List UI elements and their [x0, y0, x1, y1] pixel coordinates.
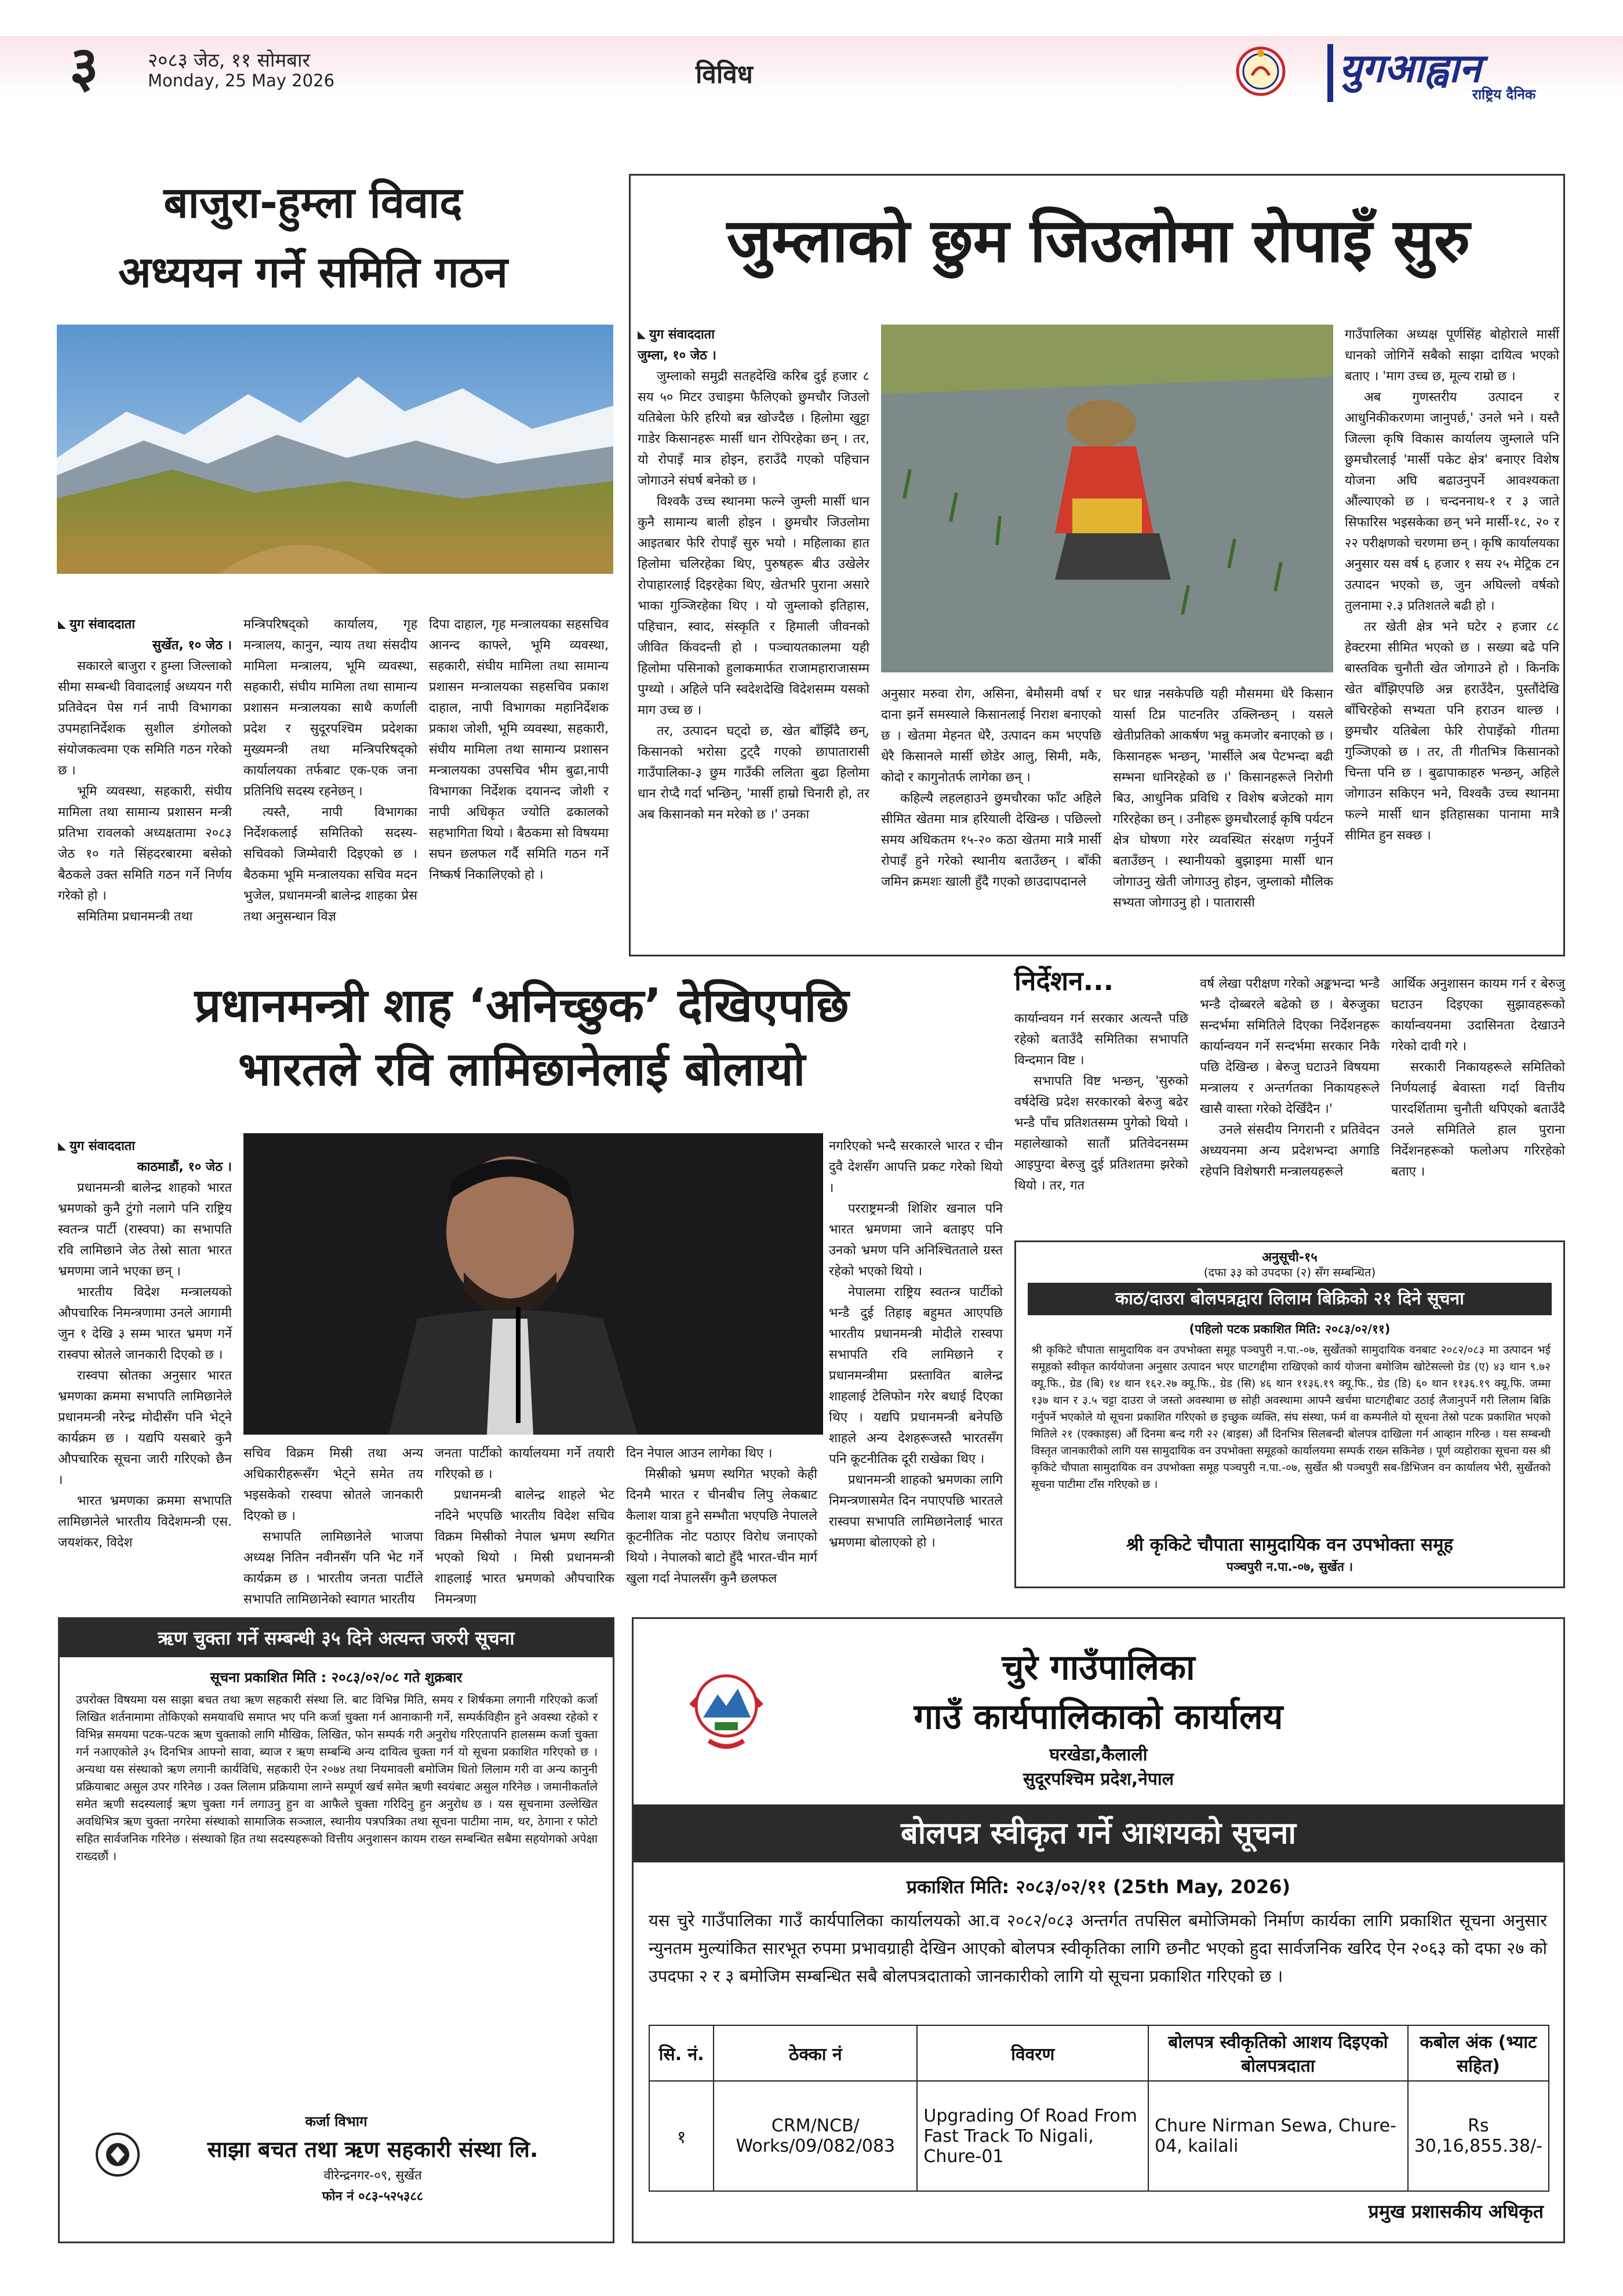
- anniversary-emblem-icon: [1235, 45, 1287, 97]
- tender-header-cell: बोलपत्र स्वीकृतिको आशय दिइएको बोलपत्रदाता: [1148, 2025, 1408, 2081]
- paragraph: त्यस्तै, नापी विभागका निर्देशकलाई समितिको सदस्य-सचिवको जिम्मेवारी दिइएको छ । बैठकमा भूमि मन्त्रालयका सचिव मदन भुजेल, प्रधानमन्त्री बालेन्द्र शाहका प्रेस तथा अनुसन्धान विज्ञ: [243, 805, 417, 924]
- notice-signatory: श्री कृकिटे चौपाता सामुदायिक वन उपभोक्ता समूह: [1126, 1534, 1453, 1555]
- tender-cell-contract-no: CRM/NCB/ Works/09/082/083: [714, 2081, 917, 2191]
- paragraph: सभापति लामिछानेले भाजपा अध्यक्ष नितिन नवीनसँग पनि भेट गर्ने कार्यक्रम छ । भारतीय जनता पार्टीले सभापति लामिछानेको स्वागत भारतीय: [243, 1530, 423, 1607]
- paragraph: रास्वपा स्रोतका अनुसार भारत भ्रमणका क्रममा सभापति लामिछानेले प्रधानमन्त्री नरेन्द्र मोदीसँग पनि भेट्ने कार्यक्रम छ । यद्यपि यसबारे कुनै औपचारिक सूचना जारी गरिएको छैन ।: [58, 1369, 232, 1487]
- story1-column-3: [429, 614, 609, 974]
- paragraph: दिन नेपाल आउन लागेका थिए ।: [626, 1446, 773, 1461]
- paragraph: आर्थिक अनुशासन कायम गर्न र बेरुजु घटाउन दिइएका सुझावहरूको कार्यान्वयनमा उदासिनता देखाउने गरेको दावी गरे ।: [1391, 977, 1565, 1054]
- story4-column-3: [1391, 974, 1565, 1229]
- table-row: [649, 2081, 1549, 2191]
- paragraph: परराष्ट्रमन्त्री शिशिर खनाल पनि भारत भ्रमणमा जाने बताइए पनि उनको भ्रमण पनि अनिश्चितताले ग्रस्त रहेको भएको थियो ।: [829, 1202, 1003, 1279]
- story3-headline-line1: प्रधानमन्त्री शाह ‘अनिच्छुक’ देखिएपछि: [194, 978, 849, 1032]
- paragraph: तर, उत्पादन घट्दो छ, खेत बाँझिँदै छन्, किसानको भरोसा टुट्दै गएको छापातारासी गाउँपालिका-३ छुम गाउँकी ललिता बुढा हिलोमा धान रोप्दै गर्दा भन्छिन्, 'मार्सी हाम्रो चिनारी हो, तर अब किसानको मन मरेको छ ।' उनका: [638, 724, 869, 822]
- story2-column-2: [881, 684, 1101, 951]
- paragraph: नेपालमा राष्ट्रिय स्वतन्त्र पार्टीको भन्डै दुई तिहाइ बहुमत आएपछि भारतीय प्रधानमन्त्री मोदीले रास्वपा सभापति रवि लामिछाने र प्रधानमन्त्रीमा प्रस्तावित बालेन्द्र शाहलाई टेलिफोन गरेर बधाई दिएका थिए । यद्यपि प्रधानमन्त्री बनेपछि शाहले अन्य देशहरूजस्तै भारतसँग पनि कूटनीतिक दूरी राखेका थिए ।: [829, 1285, 1003, 1467]
- rice-planting-photo: [881, 325, 1333, 672]
- paragraph: प्रधानमन्त्री बालेन्द्र शाहको भारत भ्रमणको कुनै टुंगो नलागे पनि राष्ट्रिय स्वतन्त्र पार्टी (रास्वपा) का सभापति रवि लामिछाने जेठ तेस्रो साता भारत भ्रमणमा जाने भएका छन् ।: [58, 1181, 232, 1279]
- paragraph: दिपा दाहाल, गृह मन्त्रालयका सहसचिव आनन्द काफ्ले, भूमि व्यवस्था, सहकारी, संघीय मामिला तथा सामान्य प्रशासन मन्त्रालयका सहसचिव प्रकाश दाहाल, नापी विभागका महानिर्देशक प्रकाश जोशी, भूमि व्यवस्था, सहकारी, संघीय मामिला तथा सामान्य प्रशासन मन्त्रालयका उपसचिव भीम बुढा,नापी विभागका निर्देशक दयानन्द जोशी र नापी अधिकृत ज्योति ढकालको सहभागिता थियो । बैठकमा सो विषयमा सघन छलफल गर्दै समिति गठन गर्ने निष्कर्ष निकालिएको हो ।: [429, 617, 609, 882]
- churey-province: सुदूरपश्चिम प्रदेश,नेपाल: [1022, 1769, 1174, 1789]
- paragraph: सभापति विष्ट भन्छन्, 'सुरुको वर्षदेखि प्रदेश सरकारको बेरुजु बढेर भन्डै पाँच प्रतिशतसम्म पुगेको थियो । महालेखाको सातौं प्रतिवेदनसम्म आइपुग्दा बेरुजु दुई प्रतिशतमा झरेको थियो । तर, गत: [1014, 1074, 1188, 1193]
- paragraph: कहिल्यै लहलहाउने छुमचौरका फाँट अहिले सीमित खेतमा मात्र हरियाली देखिन्छ । पछिल्लो समय अधिकतम १५-२० कठा खेतमा मात्रै मार्सी रोपाइँ हुने गरेको स्थानीय बताउँछन् । बाँकी जमिन क्रमशः खाली हुँदै गएको छाउदापदानले: [881, 791, 1101, 889]
- paragraph: कार्यान्वयन गर्न सरकार अत्यन्तै पछि रहेको बताउँदै समितिका सभापति विन्दमान विष्ट ।: [1014, 1011, 1188, 1068]
- paragraph: सकारले बाजुरा र हुम्ला जिल्लाको सीमा सम्बन्धी विवादलाई अध्ययन गरी प्रतिवेदन पेस गर्न नापी विभागका उपमहानिर्देशक सुशील डंगोलको संयोजकत्वमा एक समिति गठन गरेको छ ।: [58, 659, 232, 778]
- story2-column-1: [638, 325, 869, 951]
- tender-table-header-row: [649, 2025, 1549, 2081]
- paragraph: तर खेती क्षेत्र भने घटेर २ हजार ८८ हेक्टरमा सीमित भएको छ । सख्या बढे पनि बास्तविक चुनौती खेत जोगाउने हो । किनकि खेत बाँझिएपछि अन्न हराउँदैन, पुस्तौंदेखि बाँचिरहेको सभ्यता पनि हराउन थाल्छ । छुमचौर यतिबेला फेरि रोपाइँको गीतमा गुञ्जिएको छ । तर, ती गीतभित्र किसानको चिन्ता पनि छ । बुढापाकाहरु भन्छन्, अहिले जोगाउन सकिएन भने, विश्वकै उच्च स्थानमा फल्ने मार्सी धान इतिहासका पानामा मात्रै सीमित हुन सक्छ ।: [1345, 620, 1559, 843]
- tender-header-cell: कबोल अंक (भ्याट सहित): [1408, 2025, 1549, 2081]
- notice-pub-date: (पहिलो पटक प्रकाशित मिति: २०८३/०२/११): [1189, 1322, 1391, 1336]
- churey-tender-notice: [632, 1617, 1565, 2243]
- churey-place: घरखेडा,कैलाली: [1049, 1745, 1148, 1765]
- paragraph: अनुसार मरुवा रोग, असिना, बेमौसमी वर्षा र दाना झर्ने समस्याले किसानलाई निराश बनाएको छ । खेतमा मेहनत धेरै, उत्पादन कम भएपछि धेरै किसानले मार्सी छोडेर आलु, सिमी, मकै, कोदो र कागुनोतर्फ लागेका छन् ।: [881, 687, 1101, 785]
- story3-headline-line2: भारतले रवि लामिछानेलाई बोलायो: [238, 1042, 806, 1096]
- story1-reporter: युग संवाददाता: [70, 617, 135, 632]
- tender-cell-description: Upgrading Of Road From Fast Track To Nigali, Chure-01: [917, 2081, 1148, 2191]
- story2-dateline: जुम्ला, १० जेठ ।: [638, 348, 716, 363]
- story1-dateline: सुर्खेत, १० जेठ ।: [152, 638, 232, 653]
- paragraph: भूमि व्यवस्था, सहकारी, संघीय मामिला तथा सामान्य प्रशासन मन्त्री प्रतिभा रावलको अध्यक्षतामा २०८३ जेठ १० गते सिंहदरबारमा बसेको बैठकले उक्त समिति गठन गर्ने निर्णय गरेको हो ।: [58, 784, 232, 903]
- reporter-marker-icon: [58, 621, 66, 629]
- loan-notice-pub-date: सूचना प्रकाशित मिति : २०८३/०२/०८ गते शुक्रबार: [210, 1669, 463, 1686]
- paragraph: जुम्लाको समुद्री सतहदेखि करिब दुई हजार ८ सय ५० मिटर उचाइमा फैलिएको छुमचौर जिउलो यतिबेला फेरि हरियो बन्न खोज्दैछ । हिलोमा खुट्टा गाडेर किसानहरू मार्सी धान रोपिरहेका छन् । तर, यो रोपाइँ मात्र होइन, हराउँदै गएको पहिचान जोगाउने संघर्ष बनेको छ ।: [638, 369, 869, 488]
- paragraph: भारत भ्रमणका क्रममा सभापति लामिछानेले भारतीय विदेशमन्त्री एस. जयशंकर, विदेश: [58, 1494, 232, 1550]
- story2-headline: जुम्लाको छुम जिउलोमा रोपाइँ सुरु: [726, 205, 1471, 276]
- paragraph: मन्त्रिपरिषद्को कार्यालय, गृह मन्त्रालय, कानुन, न्याय तथा संसदीय मामिला मन्त्रालय, भूमि व्यवस्था, सहकारी, संघीय मामिला तथा सामान्य प्रशासन मन्त्रालयका साथै कर्णाली प्रदेश र सुदूरपश्चिम प्रदेशका मुख्यमन्त्री तथा मन्त्रिपरिषद्को कार्यालयका तर्फबाट एक-एक जना प्रतिनिधि सदस्य रहनेछन् ।: [243, 617, 417, 799]
- cooperative-logo-icon: [94, 2131, 141, 2178]
- masthead-subtitle: राष्ट्रिय दैनिक: [1472, 86, 1536, 103]
- story3-column-3: [435, 1443, 614, 1607]
- churey-banner: बोलपत्र स्वीकृत गर्ने आशयको सूचना: [634, 1804, 1563, 1862]
- story3-column-1: [58, 1136, 232, 1577]
- story3-reporter: युग संवाददाता: [70, 1139, 135, 1154]
- churey-title-line1: चुरे गाउँपालिका: [1002, 1647, 1195, 1688]
- story1-column-2: [243, 614, 417, 974]
- paragraph: गाउँपालिका अध्यक्ष पूर्णसिंह बोहोराले मार्सी धानको जोगिनें सबैको साझा दायित्व भएको बताए । 'माग उच्च छ, मूल्य राम्रो छ ।: [1345, 328, 1559, 384]
- paragraph: नगरिएको भन्दै सरकारले भारत र चीन दुवै देशसँग आपत्ति प्रकट गरेको थियो ।: [829, 1139, 1003, 1195]
- story4-heading: निर्देशन...: [1014, 965, 1114, 996]
- press-conference-photo: [243, 1133, 823, 1435]
- story3-column-2: [243, 1443, 423, 1607]
- story2-column-3: [1113, 684, 1333, 951]
- paragraph: विश्वकै उच्च स्थानमा फल्ने जुम्ली मार्सी धान कुनै सामान्य बाली होइन । छुमचौर जिउलोमा आइतबार फेरि रोपाइँ सुरु भयो । महिलाका हात हिलोमा चलिरहेका थिए, पुरुषहरू बीउ उखेलेर रोपाहारलाई दिइरहेका थिए, खेतभरि पुराना असारे भाका गुञ्जिरहेका थिए । यो जुम्लाको इतिहास, पहिचान, स्वाद, संस्कृति र हिमाली जीवनको जीवित किंवदन्ती हो । पञ्चायतकालमा यही हिलोमा पसिनाको हुलाकमार्फत राजामहाराजासम्म पुग्थ्यो । अहिले पनि स्वदेशदेखि विदेशसम्म यसको माग उच्च छ ।: [638, 494, 869, 718]
- tender-table: [649, 2025, 1549, 2192]
- loan-notice-dept: कर्जा विभाग: [305, 2113, 367, 2130]
- notice-title-banner: काठ/दाउरा बोलपत्रद्वारा लिलाम बिक्रिको २१ दिने सूचना: [1028, 1283, 1552, 1315]
- paragraph: प्रधानमन्त्री बालेन्द्र शाहले भेट नदिने भएपछि भारतीय विदेश सचिव विक्रम मिस्रीको नेपाल भ्रमण स्थगित भएको थियो । मिस्री प्रधानमन्त्री शाहलाई भारत भ्रमणको औपचारिक निमन्त्रणा: [435, 1488, 614, 1607]
- loan-notice-org: साझा बचत तथा ऋण सहकारी संस्था लि.: [207, 2137, 538, 2162]
- tender-cell-serial: १: [649, 2081, 714, 2191]
- date-nepali: २०८३ जेठ, ११ सोमबार: [148, 49, 311, 71]
- story1-headline-line1: बाजुरा-हुम्ला विवाद: [163, 178, 463, 228]
- page-number: ३: [70, 34, 99, 99]
- loan-repayment-notice: [58, 1617, 614, 2243]
- paragraph: अब गुणस्तरीय उत्पादन र आधुनिकीकरणमा जानुपर्छ,' उनले भने । यस्तै जिल्ला कृषि विकास कार्यालय जुम्लाले पनि छुमचौरलाई 'मार्सी पकेट क्षेत्र' बनाएर विशेष योजना अघि बढाउनुपर्ने आवश्यकता औंल्याएको छ । चन्दननाथ-१ र ३ जाते सिफारिस भइसकेका छन् भने मार्सी-१८, २० र २२ परीक्षणको चरणमा छन् । कृषि कार्यालयका अनुसार यस वर्ष ६ हजार १ सय २५ मेट्रिक टन उत्पादन भएको छ, जुन अघिल्लो वर्षको तुलनामा २.३ प्रतिशतले बढी हो ।: [1345, 390, 1559, 613]
- mountain-photo: [57, 325, 613, 574]
- story3-dateline: काठमाडौं, १० जेठ ।: [137, 1160, 232, 1174]
- tender-header-cell: ठेक्का नं: [714, 2025, 917, 2081]
- paragraph: सचिव विक्रम मिस्री तथा अन्य अधिकारीहरूसँग भेट्ने समेत तय भइसकेको रास्वपा स्रोतले जानकारी दिएको छ ।: [243, 1446, 423, 1523]
- story4-column-2: [1200, 974, 1380, 1229]
- notice-schedule: अनुसूची-१५: [1262, 1250, 1318, 1265]
- paragraph: समितिमा प्रधानमन्त्री तथा: [77, 909, 193, 924]
- masthead-title: युगआह्वान: [1339, 46, 1481, 92]
- notice-body: श्री कृकिटे चौपाता सामुदायिक वन उपभोक्ता समूह पञ्चपुरी न.पा.-०७, सुर्खेतको सामुदायिक वनबाट २०८२/०८३ मा उत्पादन भई समूहको स्वीकृत कार्ययोजना अनुसार उत्पादन भएर घाटगद्दीमा राखिएको कार्य योजना बमोजिम खोटेसल्लो ग्रेड (ए) ४३ थान ९.७२ क्यू.फि., ग्रेड (बि) १४ थान १६२.२७ क्यू.फि., ग्रेड (सि) ४६ थान ११३६.१९ क्यू.फि., ग्रेड (डि) ६० थान ११३६.१९ क्यू.फि. जम्मा १३७ थान र ३.५ चट्टा दाउरा जे जस्तो अवस्थामा छ सोही अवस्थामा आफ्नै खर्चमा घाटगद्दीबाट उठाई लैजानुपर्ने गरी लिलाम बिक्रि गर्नुपर्ने भएकोले यो सूचना प्रकाशित गरिएको छ इच्छुक व्यक्ति, संघ संस्था, फर्म वा कम्पनीले यो सूचना तेस्रो पटक प्रकाशित भएको मितिले २१ (एक्काइस) औं दिनमा बन्द गरी २२ (बाइस) औं दिनभित्र सिलबन्दी बोलपत्र दाखिला गर्न आव्हान गरिन्छ । यस सम्बन्धी विस्तृत जानकारीको लागि यस सामुदायिक वन उपभोक्ता समूहको कार्यालयमा सम्पर्क राख्न सकिनेछ । पूर्ण व्यहोराका सूचना यस श्री कृकिटे चौपाता सामुदायिक वन उपभोक्ता समूह पञ्चपुरी न.पा.-०७, सुर्खेत श्री पञ्चपुरी सब-डिभिजन वन कार्यालय भेरी, सुर्खेतको सूचना पाटीमा टाँस गरिएको छ ।: [1031, 1344, 1551, 1491]
- tender-header-cell: सि. नं.: [649, 2025, 714, 2081]
- reporter-marker-icon: [638, 331, 646, 339]
- paragraph: सरकारी निकायहरूले समितिको निर्णयलाई बेवास्ता गर्दा वित्तीय पारदर्शितामा चुनौती थपिएको बताउँदै उनले समितिले हाल पुराना निर्देशनहरूको फलोअप गरिरहेको बताए ।: [1391, 1060, 1565, 1179]
- notice-signatory-address: पञ्चपुरी न.पा.-०७, सुर्खेत ।: [1226, 1560, 1353, 1574]
- notice-clause: (दफा ३३ को उपदफा (२) सँग सम्बन्धित): [1203, 1265, 1376, 1279]
- loan-notice-phone: फोन नं ०८३-५२५३८८: [322, 2189, 424, 2204]
- paragraph: जनता पार्टीको कार्यालयमा गर्ने तयारी गरिएको छ ।: [435, 1446, 614, 1482]
- tender-header-cell: विवरण: [917, 2025, 1148, 2081]
- paragraph: प्रधानमन्त्री शाहको भ्रमणका लागि निमन्त्रणासमेत दिन नपाएपछि भारतले रास्वपा सभापति लामिछानेलाई भारत भ्रमणमा बोलाएको हो ।: [829, 1473, 1003, 1550]
- paragraph: भारतीय विदेश मन्त्रालयको औपचारिक निमन्त्रणामा उनले आगामी जुन १ देखि ३ सम्म भारत भ्रमण गर्ने रास्वपा स्रोतले जानकारी दिएको छ ।: [58, 1285, 232, 1362]
- story1-column-1: [58, 614, 232, 974]
- loan-notice-address: वीरेन्द्रनगर-०९, सुर्खेत: [323, 2168, 422, 2183]
- paragraph: घर धान्न नसकेपछि यही मौसममा धेरै किसान यार्सा टिप्न पाटनतिर उक्लिन्छन् । यसले खेतीप्रतिको आकर्षण भन्नु कमजोर बनाएको छ । किसानहरू भन्छन्, 'मार्सीले अब पेटभन्दा बढी सम्भना धानिरहेको छ ।' किसानहरूले निरोगी बिउ, आधुनिक प्रविधि र विशेष बजेटको माग गरिरहेका छन् । उनीहरू छुमचौरलाई कृषि पर्यटन क्षेत्र घोषणा गरेर व्यवस्थित संरक्षण गर्नुपर्ने बताउँछन् । स्थानीयको बुझाइमा मार्सी धान जोगाउनु खेती जोगाउनु होइन, जुम्लाको मौलिक सभ्यता जोगाउनु हो । पातारासी: [1113, 687, 1333, 910]
- churey-signatory: प्रमुख प्रशासकीय अधिकृत: [1368, 2200, 1544, 2222]
- loan-notice-title-banner: ऋण चुक्ता गर्ने सम्बन्धी ३५ दिने अत्यन्त जरुरी सूचना: [60, 1619, 613, 1657]
- story4-column-1: [1014, 1009, 1188, 1229]
- story1-headline-line2: अध्ययन गर्ने समिति गठन: [118, 248, 508, 297]
- timber-auction-notice: [1014, 1240, 1565, 1588]
- churey-body: यस चुरे गाउँपालिका गाउँ कार्यपालिका कार्यालयको आ.व २०८२/०८३ अन्तर्गत तपसिल बमोजिमको निर्माण कार्यका लागि प्रकाशित सूचना अनुसार न्युनतम मुल्यांकित सारभूत रुपमा प्रभावग्राही देखिन आएको बोलपत्र स्वीकृतिका लागि छनौट भएको हुदा सार्वजनिक खरिद ऐन २०६३ को दफा २७ को उपदफा २ र ३ बमोजिम सम्बन्धित सबै बोलपत्रदाताको जानकारीको लागि यो सूचना प्रकाशित गरिएको छ ।: [649, 1911, 1547, 1986]
- section-title: विविध: [696, 60, 753, 89]
- paragraph: वर्ष लेखा परीक्षण गरेको अङ्कभन्दा भन्डै भन्डै दोब्बरले बढेको छ । बेरुजुका सन्दर्भमा समितिले दिएका निर्देशनहरू कार्यान्वयन गर्ने सन्दर्भमा सरकार निकै पछि देखिन्छ । बेरुजु घटाउने विषयमा मन्त्रालय र अन्तर्गतका निकायहरूले खासै वास्ता गरेको देखिँदैन ।': [1200, 977, 1380, 1116]
- churey-title-line2: गाउँ कार्यपालिकाको कार्यालय: [914, 1697, 1283, 1737]
- date-english: Monday, 25 May 2026: [148, 71, 335, 90]
- story2-column-4: [1345, 325, 1559, 951]
- churey-pub-date: प्रकाशित मिति: २०८३/०२/११ (25th May, 2026): [906, 1876, 1291, 1898]
- paragraph: उनले संसदीय निगरानी र प्रतिवेदन अध्ययनमा अन्य प्रदेशभन्दा अगाडि रहेपनि विशेषगरी मन्त्रालयहरूले: [1200, 1123, 1380, 1179]
- tender-cell-amount: Rs 30,16,855.38/-: [1408, 2081, 1549, 2191]
- story2-reporter: युग संवाददाता: [649, 328, 715, 342]
- story3-column-5: [829, 1136, 1003, 1577]
- story3-column-4: [626, 1443, 817, 1586]
- reporter-marker-icon: [58, 1142, 66, 1151]
- tender-cell-bidder: Chure Nirman Sewa, Chure-04, kailali: [1148, 2081, 1408, 2191]
- paragraph: मिस्रीको भ्रमण स्थगित भएको केही दिनमै भारत र चीनबीच लिपु लेकबाट कैलाश यात्रा हुने सम्भौता भएपछि नेपालले कूटनीतिक नोट पठाएर विरोध जनाएको थियो । नेपालको बाटो हुँदै भारत-चीन मार्ग खुला गर्दा नेपालसँग कुनै छलफल: [626, 1467, 817, 1586]
- loan-notice-body: उपरोक्त विषयमा यस साझा बचत तथा ऋण सहकारी संस्था लि. बाट विभिन्न मिति, समय र शिर्षकमा लगानी गरिएको कर्जा लिखित शर्तनामामा तोकिएको समयावधि समाप्त भए पनि कर्जा चुक्ता गर्न आनाकानी गर्ने, सम्पर्कविहीन हुने अवस्था रहेको र विभिन्न समयमा पटक-पटक ऋण चुक्ताको लागि मौखिक, लिखित, फोन सम्पर्क गरी अनुरोध गरिएतापनि हालसम्म कर्जा चुक्ता गर्न नआएकोले ३५ दिनभित्र आफ्नो सावा, ब्याज र ऋण सम्बन्धि अन्य दायित्व चुक्ता गर्न यो सूचना प्रकाशित गरिएको छ । अन्यथा यस संस्थाको ऋण लगानी कार्यविधि, सहकारी ऐन २०७४ तथा नियमावली बमोजिम धितो लिलाम गरी वा अन्य कानुनी प्रक्रियाबाट असुल उपर गरिनेछ । उक्त लिलाम प्रक्रियामा लाग्ने सम्पूर्ण खर्च समेत ऋणी स्वयंबाट असुल गरिनेछ । जमानीकर्ताले समेत ऋणी सदस्यलाई ऋण चुक्ता गर्न लगाउनु हुन वा आफैले चुक्ता गरिदिनु हुन अनुरोध छ । यस सूचनामा उल्लेखित अवधिभित्र ऋण चुक्ता नगरेमा संस्थाको सामाजिक सञ्जाल, स्थानीय पत्रपत्रिका तथा सूचना पाटीमा नाम, थर, ठेगाना र फोटो सहित सार्वजनिक गरिनेछ । संस्थाको हित तथा सदस्यहरूको वित्तीय अनुशासन कायम राख्न सम्बन्धित सबैमा सहयोगको अपेक्षा राख्दछौं ।: [76, 1693, 598, 1863]
